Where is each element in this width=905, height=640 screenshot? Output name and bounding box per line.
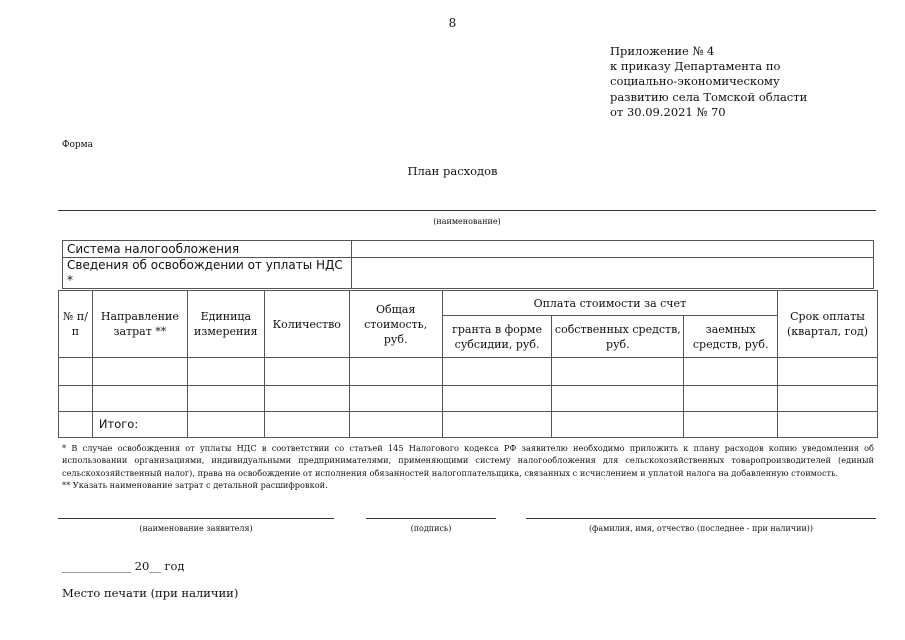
- header-borrowed: заемных средств, руб.: [684, 316, 778, 358]
- header-payment-group: Оплата стоимости за счет: [442, 291, 777, 316]
- table-cell: [684, 386, 778, 412]
- name-caption: (наименование): [433, 217, 501, 226]
- table-cell: [264, 412, 349, 438]
- document-title: План расходов: [407, 164, 498, 178]
- table-cell: [349, 412, 442, 438]
- appendix-header: [610, 44, 807, 120]
- table-row: [59, 386, 878, 412]
- footnote-expense: ** Указать наименование затрат с детальной расшифровкой.: [62, 479, 328, 490]
- table-cell: [349, 358, 442, 386]
- signature-caption: (подпись): [410, 524, 452, 533]
- header-unit: Единица измерения: [187, 291, 264, 358]
- table-cell: [187, 412, 264, 438]
- seal-label: Место печати (при наличии): [62, 586, 239, 600]
- table-cell: [552, 386, 684, 412]
- header-grant: гранта в форме субсидии, руб.: [442, 316, 552, 358]
- page-number: 8: [448, 16, 457, 30]
- total-row: [59, 412, 878, 438]
- table-cell: [92, 358, 187, 386]
- form-label: Форма: [62, 140, 94, 150]
- table-row: [63, 241, 874, 258]
- table-cell: [442, 412, 552, 438]
- name-line: [58, 210, 876, 211]
- table-cell: [778, 358, 878, 386]
- table-cell: [187, 358, 264, 386]
- table-cell: [442, 386, 552, 412]
- vat-exemption-value: [352, 258, 874, 289]
- table-cell: [778, 412, 878, 438]
- signature-line: [366, 518, 496, 519]
- header-num: № п/п: [59, 291, 93, 358]
- total-label: Итого:: [92, 412, 187, 438]
- table-cell: [778, 386, 878, 412]
- fio-caption: (фамилия, имя, отчество (последнее - при наличии)): [588, 524, 814, 533]
- header-own-funds: собственных средств, руб.: [552, 316, 684, 358]
- date-line: ____________ 20__ год: [62, 559, 185, 573]
- table-cell: [552, 358, 684, 386]
- applicant-line: [58, 518, 334, 519]
- table-cell: [59, 386, 93, 412]
- table-cell: [264, 358, 349, 386]
- table-cell: [92, 386, 187, 412]
- tax-system-value: [352, 241, 874, 258]
- tax-info-table: [62, 240, 874, 289]
- applicant-caption: (наименование заявителя): [139, 524, 253, 533]
- appendix-line: развитию села Томской области: [610, 89, 808, 104]
- table-cell: [684, 358, 778, 386]
- vat-exemption-label: Сведения об освобождении от уплаты НДС *: [63, 258, 352, 289]
- footnotes: [62, 442, 874, 491]
- header-row: [59, 291, 878, 316]
- table-row: [59, 358, 878, 386]
- table-cell: [264, 386, 349, 412]
- fio-line: [526, 518, 876, 519]
- table-cell: [59, 412, 93, 438]
- appendix-line: от 30.09.2021 № 70: [610, 104, 726, 119]
- table-cell: [349, 386, 442, 412]
- tax-system-label: Система налогообложения: [63, 241, 352, 258]
- appendix-line: Приложение № 4: [610, 44, 715, 58]
- appendix-line: социально-экономическому: [610, 74, 780, 89]
- table-cell: [59, 358, 93, 386]
- header-direction: Направление затрат **: [92, 291, 187, 358]
- table-cell: [552, 412, 684, 438]
- expense-plan-table: [58, 290, 878, 438]
- appendix-line: к приказу Департамента по: [610, 59, 781, 74]
- table-cell: [684, 412, 778, 438]
- header-total-cost: Общая стоимость, руб.: [349, 291, 442, 358]
- footnote-vat: * В случае освобождения от уплаты НДС в соответствии со статьей 145 Налогового кодекса РФ заявителю необходимо приложить к плану расходов копию уведомления об использовании организациями, индивидуальными предпринимателями, применяющими систему налогообложения для сельскохозяйственных товаропроизводителей (единый сельскохозяйственный налог), права на освобождение от исполнения обязанностей налогоплательщика, связанных с исчислением и уплатой налога на добавленную стоимость.: [62, 443, 874, 478]
- table-cell: [442, 358, 552, 386]
- table-cell: [187, 386, 264, 412]
- table-row: [63, 258, 874, 289]
- header-term: Срок оплаты (квартал, год): [778, 291, 878, 358]
- header-quantity: Количество: [264, 291, 349, 358]
